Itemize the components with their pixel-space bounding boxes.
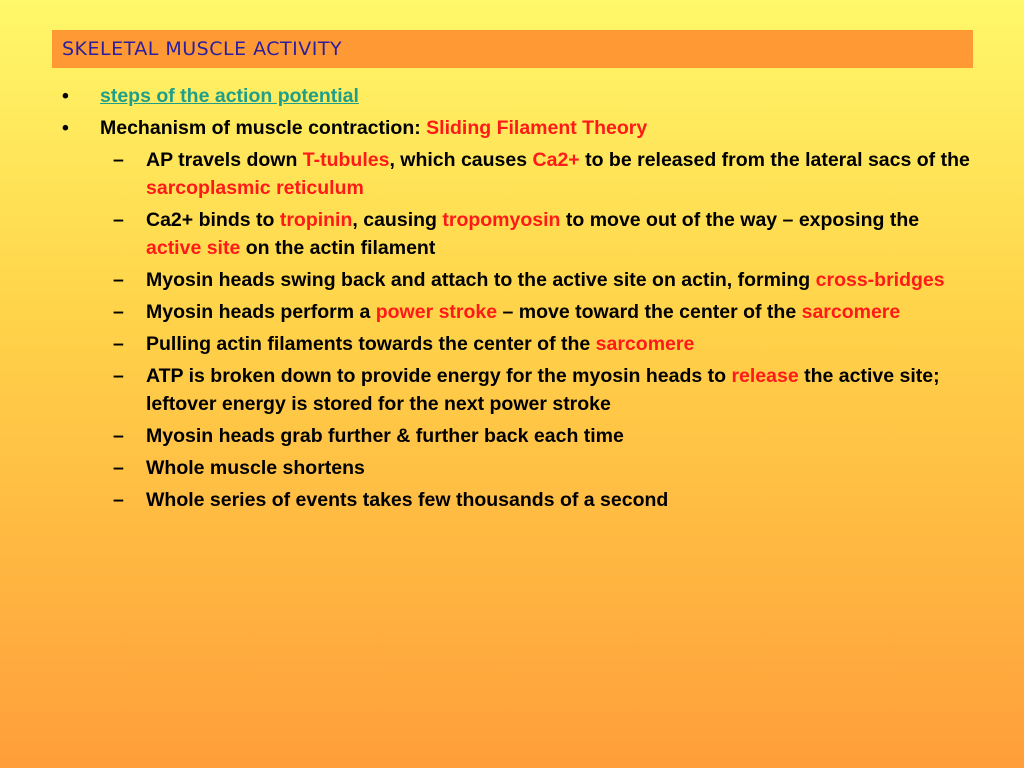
text-segment: Myosin heads swing back and attach to the active site on actin, forming: [146, 269, 816, 291]
sub-item: [0, 330, 1024, 358]
text-segment: , which causes: [389, 149, 533, 171]
bullet-text: [100, 82, 980, 110]
dash-marker: –: [113, 489, 124, 511]
dash-marker: –: [113, 269, 124, 291]
highlight-term: Ca2+: [532, 149, 580, 171]
sub-item-text: [146, 486, 976, 514]
text-segment: , causing: [352, 209, 443, 231]
bullet-lead-text: Mechanism of muscle contraction:: [100, 117, 427, 139]
text-segment: Whole muscle shortens: [146, 457, 365, 479]
sub-item-text: [146, 298, 976, 326]
bullet-item-steps: [0, 82, 1024, 110]
text-segment: to be released from the lateral sacs of the: [579, 149, 970, 171]
dash-marker: –: [113, 457, 124, 479]
sub-item: [0, 422, 1024, 450]
text-segment: Myosin heads grab further & further back each time: [146, 425, 624, 447]
highlight-term: tropinin: [279, 209, 353, 231]
sub-item-text: [146, 206, 976, 262]
sub-item-text: [146, 454, 976, 482]
sub-item-text: [146, 422, 976, 450]
sub-item-text: [146, 146, 976, 202]
slide-title: SKELETAL MUSCLE ACTIVITY: [62, 38, 343, 60]
highlight-term: Sliding Filament Theory: [426, 117, 648, 139]
text-segment: ATP is broken down to provide energy for the myosin heads to: [146, 365, 732, 387]
text-segment: Myosin heads perform a: [146, 301, 376, 323]
sub-item-text: [146, 330, 976, 358]
sub-item: [0, 146, 1024, 202]
action-potential-link[interactable]: steps of the action potential: [100, 85, 359, 107]
sub-item: [0, 486, 1024, 514]
bullet-text: [100, 114, 980, 142]
highlight-term: tropomyosin: [442, 209, 561, 231]
sub-item: [0, 266, 1024, 294]
bullet-marker: •: [62, 85, 69, 107]
highlight-term: cross-bridges: [815, 269, 945, 291]
dash-marker: –: [113, 209, 124, 231]
bullet-item-mechanism: [0, 114, 1024, 142]
text-segment: Whole series of events takes few thousands of a second: [146, 489, 669, 511]
dash-marker: –: [113, 425, 124, 447]
sub-item: [0, 206, 1024, 262]
highlight-term: sarcoplasmic reticulum: [146, 177, 364, 199]
text-segment: – move toward the center of the: [497, 301, 802, 323]
highlight-term: active site: [146, 237, 241, 259]
highlight-term: sarcomere: [801, 301, 901, 323]
highlight-term: sarcomere: [595, 333, 695, 355]
sub-item: [0, 298, 1024, 326]
slide-content: [0, 82, 1024, 514]
text-segment: on the actin filament: [240, 237, 436, 259]
highlight-term: power stroke: [375, 301, 498, 323]
sub-item-text: [146, 266, 976, 294]
dash-marker: –: [113, 365, 124, 387]
dash-marker: –: [113, 301, 124, 323]
text-segment: Ca2+ binds to: [146, 209, 280, 231]
sub-item: [0, 362, 1024, 418]
text-segment: the active site; leftover energy is stored for the next power stroke: [146, 365, 940, 415]
slide-title-bar: [52, 30, 973, 68]
text-segment: to move out of the way – exposing the: [560, 209, 920, 231]
bullet-marker: •: [62, 117, 69, 139]
text-segment: AP travels down: [146, 149, 303, 171]
dash-marker: –: [113, 333, 124, 355]
dash-marker: –: [113, 149, 124, 171]
highlight-term: release: [731, 365, 799, 387]
sub-item: [0, 454, 1024, 482]
highlight-term: T-tubules: [302, 149, 390, 171]
text-segment: Pulling actin filaments towards the center of the: [146, 333, 596, 355]
sub-item-text: [146, 362, 976, 418]
